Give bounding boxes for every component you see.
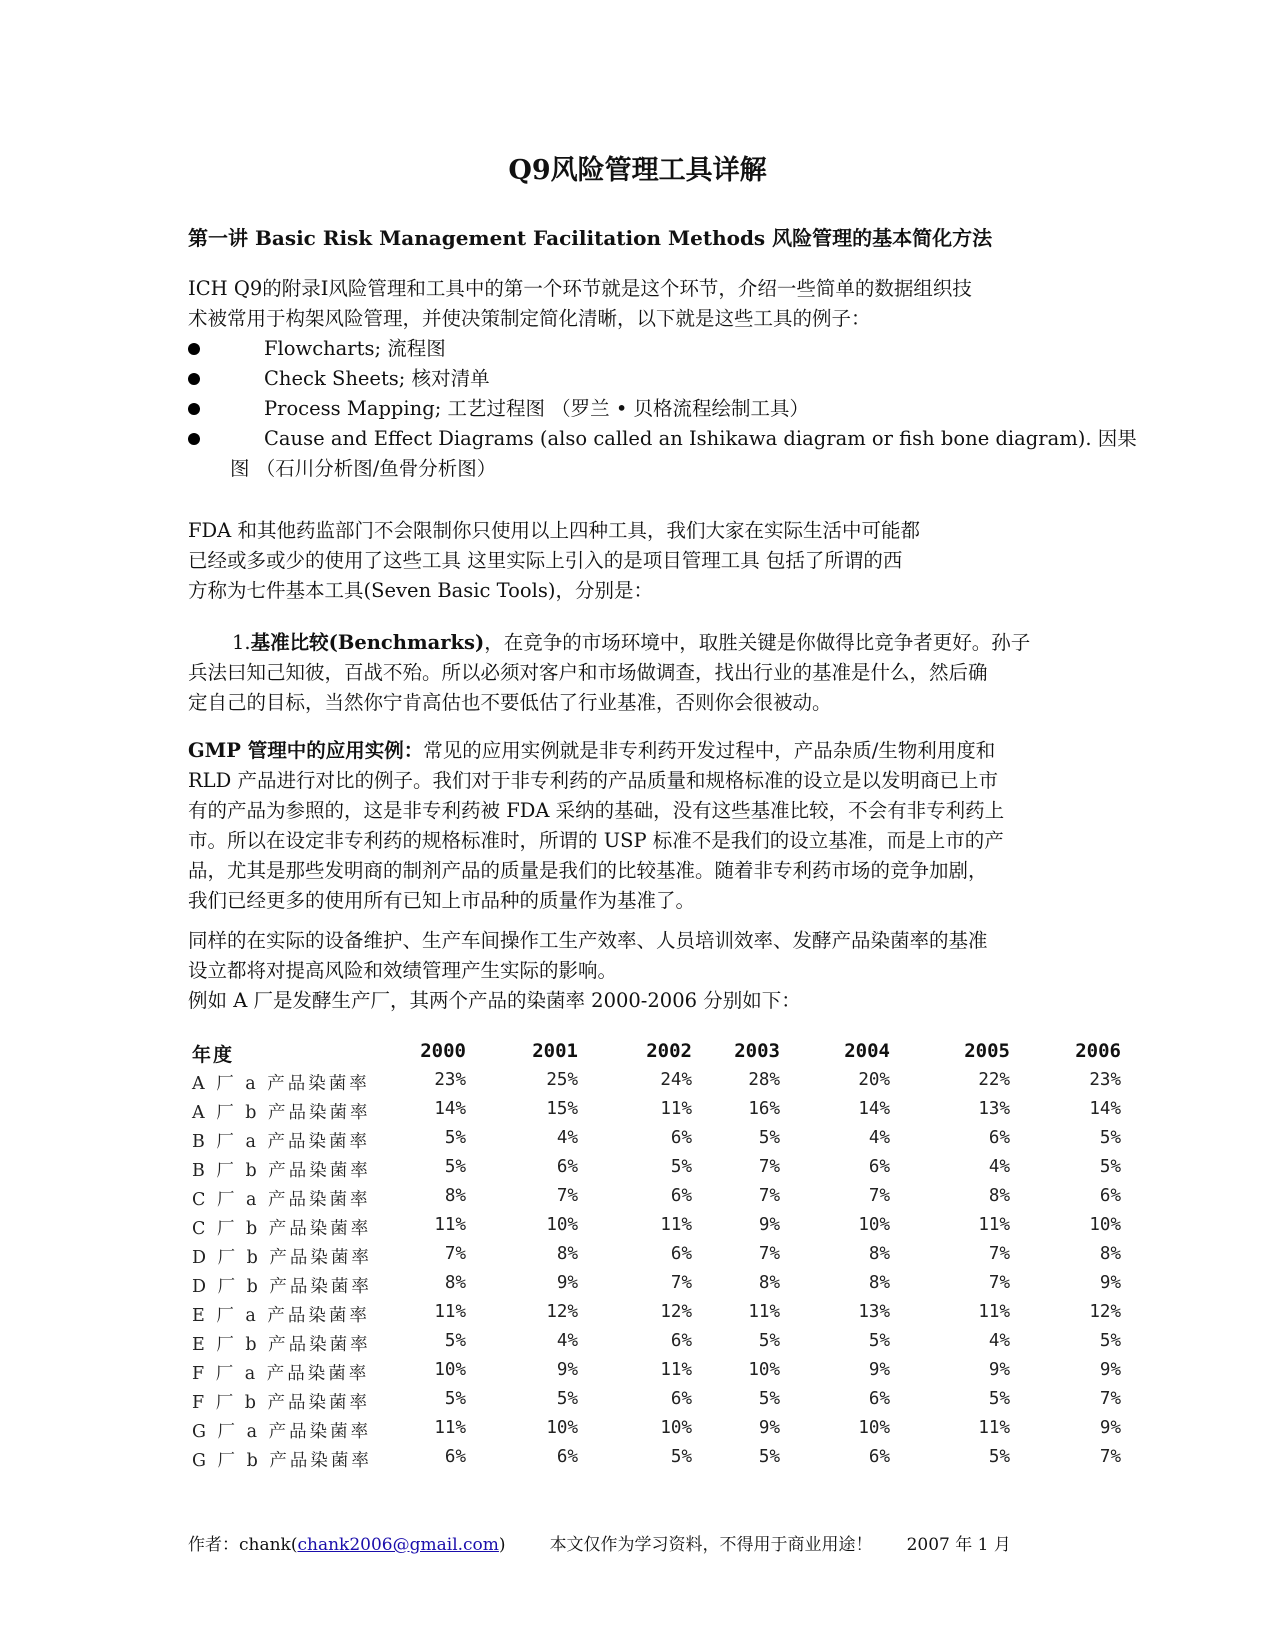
table-header-row: [192, 1040, 1121, 1070]
paragraph-line: 同样的在实际的设备维护、生产车间操作工生产效率、人员培训效率、发酵产品染菌率的基准: [188, 929, 988, 952]
rate-cell: 10%: [546, 1215, 578, 1235]
row-label-cell: E 厂 a 产品染菌率: [192, 1306, 370, 1326]
paragraph-line: 我们已经更多的使用所有已知上市品种的质量作为基准了。: [188, 889, 696, 912]
rate-cell: 24%: [660, 1070, 692, 1090]
rate-cell: 6%: [868, 1447, 890, 1467]
rate-cell: 7%: [1099, 1389, 1121, 1409]
list-item: [188, 334, 1108, 364]
paragraph-line: 品，尤其是那些发明商的制剂产品的质量是我们的比较基准。随着非专利药市场的竞争加剧，: [188, 859, 988, 882]
benchmarks-paragraph: [188, 628, 1088, 718]
paragraph-line: 方称为七件基本工具(Seven Basic Tools)，分别是：: [188, 579, 653, 602]
rate-cell: 9%: [556, 1360, 578, 1380]
rate-cell: 25%: [546, 1070, 578, 1090]
rate-cell: 5%: [1099, 1128, 1121, 1148]
rate-cell: 6%: [670, 1186, 692, 1206]
row-label-cell: F 厂 b 产品染菌率: [192, 1393, 371, 1413]
item-number: 1.: [232, 631, 251, 654]
row-label-cell: B 厂 a 产品染菌率: [192, 1132, 370, 1152]
paragraph-line: 定自己的目标，当然你宁肯高估也不要低估了行业基准，否则你会很被动。: [188, 691, 832, 714]
paragraph-line: [188, 736, 1088, 766]
tool-list: [188, 334, 1137, 484]
rate-cell: 4%: [868, 1128, 890, 1148]
rate-cell: 11%: [978, 1215, 1010, 1235]
row-label-cell: B 厂 b 产品染菌率: [192, 1161, 371, 1181]
footer-date: 2007 年 1 月: [906, 1535, 1011, 1555]
rate-cell: 8%: [444, 1186, 466, 1206]
rate-cell: 14%: [858, 1099, 890, 1119]
rate-cell: 5%: [670, 1447, 692, 1467]
page-footer: [188, 1530, 1011, 1555]
paragraph-line: 已经或多或少的使用了这些工具 这里实际上引入的是项目管理工具 包括了所谓的西: [188, 549, 903, 572]
rate-cell: 5%: [1099, 1331, 1121, 1351]
table-row: [192, 1186, 1121, 1215]
lecture-heading: 第一讲 Basic Risk Management Facilitation Methods 风险管理的基本简化方法: [188, 226, 993, 250]
rate-cell: 15%: [546, 1099, 578, 1119]
paragraph-line: 兵法曰知己知彼，百战不殆。所以必须对客户和市场做调查，找出行业的基准是什么，然后确: [188, 661, 988, 684]
rate-cell: 5%: [758, 1447, 780, 1467]
table-row: [192, 1302, 1121, 1331]
bullet-icon: [188, 373, 200, 385]
author-email-link[interactable]: chank2006@gmail.com: [297, 1535, 499, 1555]
header-cell: 2001: [532, 1040, 578, 1062]
intro-line: ICH Q9的附录I风险管理和工具中的第一个环节就是这个环节，介绍一些简单的数据组织技: [188, 277, 972, 300]
table-row: [192, 1070, 1121, 1099]
paragraph-text: ，在竞争的市场环境中，取胜关键是你做得比竞争者更好。孙子: [484, 631, 1031, 654]
header-cell: 2000: [420, 1040, 466, 1062]
rate-cell: 7%: [1099, 1447, 1121, 1467]
rate-cell: 9%: [556, 1273, 578, 1293]
row-label-cell: F 厂 a 产品染菌率: [192, 1364, 370, 1384]
bullet-icon: [188, 403, 200, 415]
gmp-example-paragraph: [188, 736, 1088, 916]
row-label-cell: A 厂 a 产品染菌率: [192, 1074, 370, 1094]
rate-cell: 7%: [670, 1273, 692, 1293]
rate-cell: 10%: [858, 1215, 890, 1235]
paragraph-line: [188, 628, 1088, 658]
rate-cell: 8%: [868, 1273, 890, 1293]
rate-cell: 9%: [758, 1215, 780, 1235]
rate-cell: 16%: [748, 1099, 780, 1119]
rate-cell: 9%: [1099, 1418, 1121, 1438]
rate-cell: 10%: [858, 1418, 890, 1438]
footer-author: 作者：chank(: [188, 1535, 298, 1555]
header-cell: 2005: [964, 1040, 1010, 1062]
rate-cell: 4%: [556, 1331, 578, 1351]
list-item-text: Process Mapping; 工艺过程图 （罗兰 • 贝格流程绘制工具）: [264, 397, 810, 420]
paragraph-text: 常见的应用实例就是非专利药开发过程中，产品杂质/生物利用度和: [423, 739, 996, 762]
rate-cell: 8%: [758, 1273, 780, 1293]
rate-cell: 5%: [758, 1389, 780, 1409]
rate-cell: 6%: [556, 1157, 578, 1177]
list-item-text: Flowcharts; 流程图: [264, 337, 446, 360]
footer-author-close: ): [498, 1535, 506, 1555]
rate-cell: 8%: [556, 1244, 578, 1264]
rate-cell: 9%: [988, 1360, 1010, 1380]
rate-cell: 6%: [670, 1331, 692, 1351]
table-row: [192, 1244, 1121, 1273]
list-item: [188, 394, 1108, 424]
seven-tools-paragraph: [188, 516, 1088, 606]
row-label-cell: G 厂 b 产品染菌率: [192, 1451, 372, 1471]
table-row: [192, 1447, 1121, 1476]
bullet-icon: [188, 343, 200, 355]
contamination-rate-table: [192, 1040, 1121, 1476]
intro-line: 术被常用于构架风险管理，并使决策制定简化清晰，以下就是这些工具的例子：: [188, 307, 871, 330]
rate-cell: 4%: [988, 1157, 1010, 1177]
header-cell-year: 年度: [192, 1044, 235, 1066]
row-label-cell: A 厂 b 产品染菌率: [192, 1103, 371, 1123]
rate-cell: 23%: [434, 1070, 466, 1090]
header-cell: 2003: [734, 1040, 780, 1062]
rate-cell: 4%: [556, 1128, 578, 1148]
rate-cell: 6%: [868, 1389, 890, 1409]
table-row: [192, 1389, 1121, 1418]
page-title: Q9风险管理工具详解: [508, 155, 767, 186]
rate-cell: 7%: [868, 1186, 890, 1206]
rate-cell: 11%: [748, 1302, 780, 1322]
rate-cell: 6%: [988, 1128, 1010, 1148]
rate-cell: 11%: [978, 1418, 1010, 1438]
rate-cell: 6%: [670, 1244, 692, 1264]
rate-cell: 20%: [858, 1070, 890, 1090]
rate-cell: 12%: [1089, 1302, 1121, 1322]
rate-cell: 8%: [988, 1186, 1010, 1206]
rate-cell: 28%: [748, 1070, 780, 1090]
rate-cell: 6%: [670, 1389, 692, 1409]
table-row: [192, 1331, 1121, 1360]
rate-cell: 5%: [868, 1331, 890, 1351]
rate-cell: 13%: [978, 1099, 1010, 1119]
row-label-cell: G 厂 a 产品染菌率: [192, 1422, 372, 1442]
paragraph-line: 有的产品为参照的，这是非专利药被 FDA 采纳的基础，没有这些基准比较，不会有非专利药上: [188, 799, 1005, 822]
rate-cell: 6%: [556, 1447, 578, 1467]
paragraph-line: FDA 和其他药监部门不会限制你只使用以上四种工具，我们大家在实际生活中可能都: [188, 519, 920, 542]
row-label-cell: C 厂 a 产品染菌率: [192, 1190, 371, 1210]
rate-cell: 5%: [670, 1157, 692, 1177]
rate-cell: 7%: [758, 1157, 780, 1177]
rate-cell: 5%: [1099, 1157, 1121, 1177]
rate-cell: 7%: [758, 1186, 780, 1206]
header-cell: 2006: [1075, 1040, 1121, 1062]
rate-cell: 8%: [444, 1273, 466, 1293]
paragraph-line: 设立都将对提高风险和效绩管理产生实际的影响。: [188, 959, 618, 982]
list-item: [188, 424, 1137, 454]
rate-cell: 12%: [546, 1302, 578, 1322]
benchmarks-term: 基准比较(Benchmarks): [250, 631, 485, 654]
rate-cell: 5%: [988, 1447, 1010, 1467]
footer-notice: 本文仅作为学习资料，不得用于商业用途！: [549, 1535, 873, 1555]
rate-cell: 7%: [758, 1244, 780, 1264]
table-row: [192, 1128, 1121, 1157]
rate-cell: 5%: [444, 1389, 466, 1409]
rate-cell: 6%: [1099, 1186, 1121, 1206]
table-row: [192, 1273, 1121, 1302]
rate-cell: 11%: [434, 1215, 466, 1235]
row-label-cell: C 厂 b 产品染菌率: [192, 1219, 372, 1239]
table-row: [192, 1157, 1121, 1186]
list-item: [188, 364, 1108, 394]
list-item-text: Check Sheets; 核对清单: [264, 367, 490, 390]
rate-cell: 9%: [1099, 1273, 1121, 1293]
rate-cell: 11%: [434, 1418, 466, 1438]
row-label-cell: D 厂 b 产品染菌率: [192, 1248, 372, 1268]
rate-cell: 7%: [444, 1244, 466, 1264]
rate-cell: 5%: [444, 1128, 466, 1148]
table-row: [192, 1360, 1121, 1389]
rate-cell: 5%: [758, 1331, 780, 1351]
rate-cell: 10%: [748, 1360, 780, 1380]
rate-cell: 7%: [988, 1244, 1010, 1264]
rate-cell: 9%: [868, 1360, 890, 1380]
intro-paragraph: [188, 274, 1088, 334]
rate-cell: 11%: [660, 1099, 692, 1119]
rate-cell: 6%: [670, 1128, 692, 1148]
gmp-example-term: GMP 管理中的应用实例：: [188, 739, 424, 762]
rate-cell: 5%: [444, 1157, 466, 1177]
rate-cell: 13%: [858, 1302, 890, 1322]
contamination-intro-paragraph: [188, 926, 1088, 1016]
table-row: [192, 1418, 1121, 1447]
rate-cell: 10%: [546, 1418, 578, 1438]
rate-cell: 12%: [660, 1302, 692, 1322]
paragraph-line: RLD 产品进行对比的例子。我们对于非专利药的产品质量和规格标准的设立是以发明商已上市: [188, 769, 998, 792]
rate-cell: 10%: [660, 1418, 692, 1438]
header-cell: 2002: [646, 1040, 692, 1062]
rate-cell: 8%: [868, 1244, 890, 1264]
paragraph-line: 市。所以在设定非专利药的规格标准时，所谓的 USP 标准不是我们的设立基准，而是上市的产: [188, 829, 1004, 852]
row-label-cell: E 厂 b 产品染菌率: [192, 1335, 371, 1355]
rate-cell: 7%: [556, 1186, 578, 1206]
bullet-icon: [188, 433, 200, 445]
rate-cell: 5%: [758, 1128, 780, 1148]
rate-cell: 5%: [444, 1331, 466, 1351]
rate-cell: 14%: [434, 1099, 466, 1119]
rate-cell: 6%: [444, 1447, 466, 1467]
table-row: [192, 1099, 1121, 1128]
rate-cell: 10%: [1089, 1215, 1121, 1235]
rate-cell: 10%: [434, 1360, 466, 1380]
rate-cell: 9%: [1099, 1360, 1121, 1380]
rate-cell: 5%: [988, 1389, 1010, 1409]
paragraph-line: 例如 A 厂是发酵生产厂，其两个产品的染菌率 2000-2006 分别如下：: [188, 989, 801, 1012]
rate-cell: 7%: [988, 1273, 1010, 1293]
rate-cell: 11%: [434, 1302, 466, 1322]
rate-cell: 6%: [868, 1157, 890, 1177]
rate-cell: 4%: [988, 1331, 1010, 1351]
rate-cell: 8%: [1099, 1244, 1121, 1264]
rate-cell: 11%: [978, 1302, 1010, 1322]
rate-cell: 11%: [660, 1215, 692, 1235]
rate-cell: 23%: [1089, 1070, 1121, 1090]
rate-cell: 11%: [660, 1360, 692, 1380]
list-item-continuation: 图 （石川分析图/鱼骨分析图）: [230, 457, 497, 480]
header-cell: 2004: [844, 1040, 890, 1062]
rate-cell: 22%: [978, 1070, 1010, 1090]
list-item-text: Cause and Effect Diagrams (also called an Ishikawa diagram or fish bone diagram). 因果: [264, 427, 1137, 450]
rate-cell: 9%: [758, 1418, 780, 1438]
rate-cell: 14%: [1089, 1099, 1121, 1119]
rate-cell: 5%: [556, 1389, 578, 1409]
row-label-cell: D 厂 b 产品染菌率: [192, 1277, 372, 1297]
table-row: [192, 1215, 1121, 1244]
